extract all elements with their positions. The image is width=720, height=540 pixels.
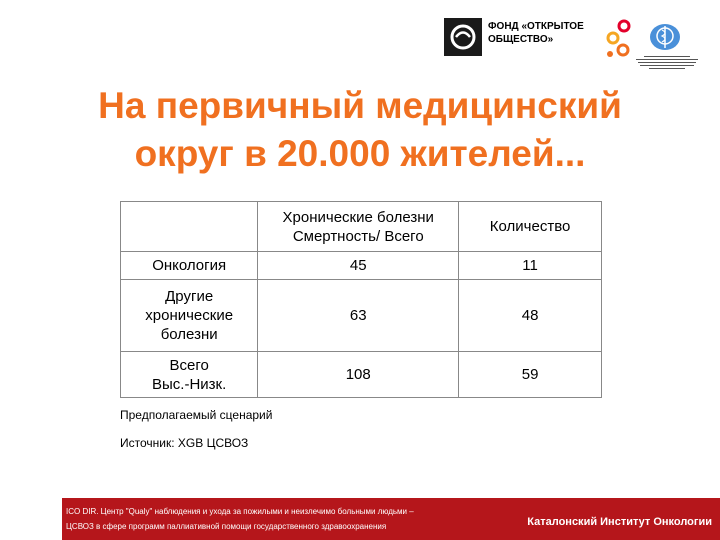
slide-title [60,82,660,178]
row-label-line: болезни [160,326,218,343]
footer-line2: ЦСВОЗ в сфере программ паллиативной помощи государственного здравоохранения [66,522,387,531]
header-cell-category [121,202,258,252]
row-label-line: Другие [165,288,214,305]
header-chronic-line1: Хронические болезни [282,208,434,226]
source-note: Источник: XGB ЦСВОЗ [120,436,249,450]
row-label-oncology [121,252,258,280]
osf-name-line2: ОБЩЕСТВО» [488,34,554,45]
mortality-cell: 63 [258,280,459,352]
footer-institute-name: Каталонский Институт Онкологии [527,516,712,528]
table-row [121,252,602,280]
header-chronic-line2: Смертность/ Всего [292,227,424,245]
row-label-line: Онкология [152,257,227,274]
table-header-row [121,202,602,252]
footer-description [66,504,536,534]
row-label-line: хронические [145,307,234,324]
orange-rings-logo-icon [604,18,634,60]
open-society-logo-icon [444,18,482,56]
mortality-cell: 108 [258,352,459,398]
footer-bar [62,498,720,540]
table-row [121,280,602,352]
chronic-disease-table [120,201,602,398]
scenario-note: Предполагаемый сценарий [120,408,273,422]
slide-title-line2: округ в 20.000 жителей... [134,133,586,174]
who-caption-fine-print [636,56,698,69]
mortality-cell: 45 [258,252,459,280]
count-cell: 59 [459,352,602,398]
count-cell: 11 [459,252,602,280]
row-label-other-chronic [121,280,258,352]
row-label-line: Всего [169,356,209,374]
osf-name-line1: ФОНД «ОТКРЫТОЕ [488,21,584,32]
slide-title-line1: На первичный медицинский [98,85,622,126]
footer-line1: ICO DIR. Центр "Qualy" наблюдения и ухода за пожилыми и неизлечимо больными людьми – [66,507,414,516]
open-society-foundation-name [488,20,598,46]
header-cell-chronic-mortality [258,202,459,252]
header-cell-count: Количество [459,202,602,252]
who-emblem-icon [648,22,682,52]
row-label-line: Выс.-Низк. [152,375,227,393]
count-cell: 48 [459,280,602,352]
row-label-total [121,352,258,398]
table-row [121,352,602,398]
